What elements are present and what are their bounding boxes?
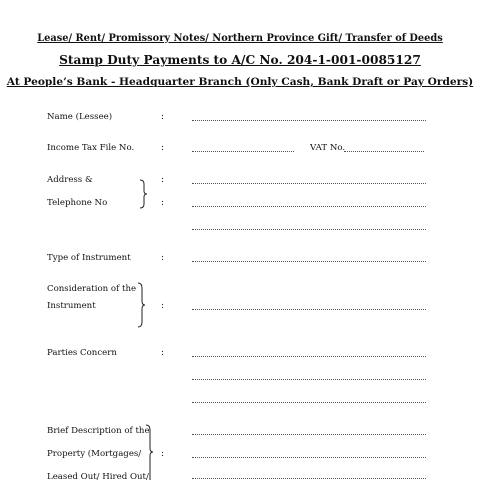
brief-description-field-line-2[interactable] — [192, 457, 426, 458]
telephone-label: Telephone No — [47, 198, 108, 208]
vat-number-field[interactable] — [344, 151, 424, 152]
brief-description-field-line-1[interactable] — [192, 434, 426, 435]
brief-description-brace — [144, 424, 154, 480]
address-label: Address & — [47, 175, 93, 185]
brief-description-colon: : — [161, 449, 165, 459]
form-header-bank-branch: At People’s Bank - Headquarter Branch (Only Cash, Bank Draft or Pay Orders) — [6, 76, 474, 88]
parties-concern-field-line-1[interactable] — [192, 356, 426, 357]
name-lessee-field[interactable] — [192, 120, 426, 121]
income-tax-colon: : — [161, 143, 165, 153]
address-field-line-2[interactable] — [192, 206, 426, 207]
brief-description-label-line-3: Leased Out/ Hired Out/ — [47, 472, 149, 482]
income-tax-file-field[interactable] — [192, 151, 294, 152]
consideration-label-line-2: Instrument — [47, 301, 96, 311]
parties-concern-colon: : — [161, 348, 165, 358]
name-lessee-label: Name (Lessee) — [47, 112, 113, 122]
brief-description-label-line-2: Property (Mortgages/ — [47, 449, 142, 459]
address-colon: : — [161, 175, 165, 185]
parties-concern-label: Parties Concern — [47, 348, 117, 358]
telephone-colon: : — [161, 198, 165, 208]
parties-concern-field-line-3[interactable] — [192, 402, 426, 403]
consideration-brace — [136, 282, 146, 328]
brief-description-field-line-3[interactable] — [192, 478, 426, 479]
income-tax-file-label: Income Tax File No. — [47, 143, 135, 153]
name-colon: : — [161, 112, 165, 122]
instrument-type-field[interactable] — [192, 261, 426, 262]
consideration-colon: : — [161, 301, 165, 311]
instrument-type-colon: : — [161, 253, 165, 263]
instrument-type-label: Type of Instrument — [47, 253, 131, 263]
address-field-line-3[interactable] — [192, 229, 426, 230]
consideration-field[interactable] — [192, 309, 426, 310]
form-header-account-number: Stamp Duty Payments to A/C No. 204-1-001-0085127 — [59, 53, 421, 67]
address-brace — [138, 179, 148, 209]
form-header-instrument-types: Lease/ Rent/ Promissory Notes/ Northern Province Gift/ Transfer of Deeds — [37, 33, 443, 44]
address-field-line-1[interactable] — [192, 183, 426, 184]
parties-concern-field-line-2[interactable] — [192, 379, 426, 380]
consideration-label-line-1: Consideration of the — [47, 284, 137, 294]
vat-number-label: VAT No. — [310, 143, 346, 153]
brief-description-label-line-1: Brief Description of the — [47, 426, 150, 436]
